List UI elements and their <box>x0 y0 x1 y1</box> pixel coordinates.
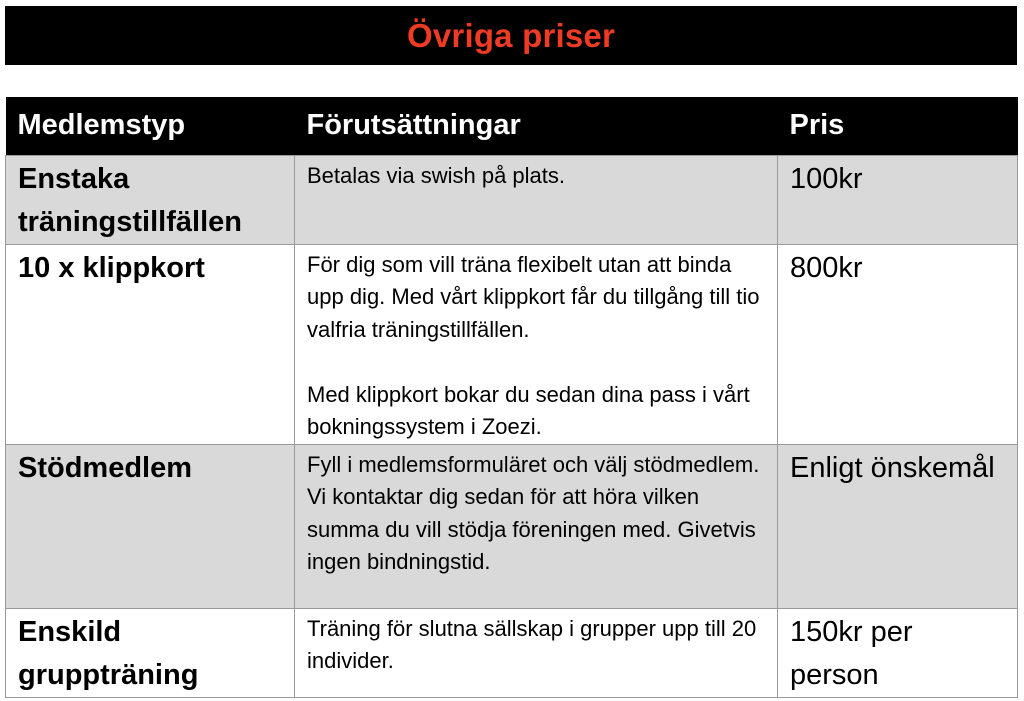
page-title: Övriga priser <box>406 16 616 54</box>
price-table <box>5 97 1018 698</box>
table-row <box>6 244 1018 444</box>
price-cell: 150kr per person <box>778 608 1018 697</box>
conditions-cell <box>295 444 778 608</box>
header-price: Pris <box>789 109 845 142</box>
table-row <box>6 155 1018 244</box>
table-row <box>6 608 1018 697</box>
price-cell: 800kr <box>778 244 1018 444</box>
table-row <box>6 444 1018 608</box>
conditions-text: Med klippkort bokar du sedan dina pass i vårt bokningssystem i Zoezi. <box>307 381 750 439</box>
price-cell: 100kr <box>778 155 1018 244</box>
title-bar <box>5 6 1017 65</box>
conditions-cell <box>295 244 778 444</box>
header-membership-type: Medlemstyp <box>17 109 186 142</box>
header-conditions: Förutsättningar <box>306 109 521 142</box>
membership-type-cell: Enstaka träningstillfällen <box>6 155 295 244</box>
table-header-row <box>6 97 1018 155</box>
conditions-text: Fyll i medlemsformuläret och välj stödmedlem. Vi kontaktar dig sedan för att höra vilken summa du vill stödja föreningen med. Givetvis ingen bindningstid. <box>307 451 760 574</box>
price-cell: Enligt önskemål <box>778 444 1018 608</box>
conditions-text: Betalas via swish på plats. <box>307 162 566 188</box>
conditions-text: Träning för slutna sällskap i grupper upp till 20 individer. <box>307 615 757 673</box>
conditions-cell <box>295 608 778 697</box>
membership-type-cell: Stödmedlem <box>6 444 295 608</box>
membership-type-cell: Enskild gruppträning <box>6 608 295 697</box>
conditions-cell <box>295 155 778 244</box>
membership-type-cell: 10 x klippkort <box>6 244 295 444</box>
conditions-text: För dig som vill träna flexibelt utan att binda upp dig. Med vårt klippkort får du tillgång till tio valfria träningstillfällen. <box>307 251 760 342</box>
